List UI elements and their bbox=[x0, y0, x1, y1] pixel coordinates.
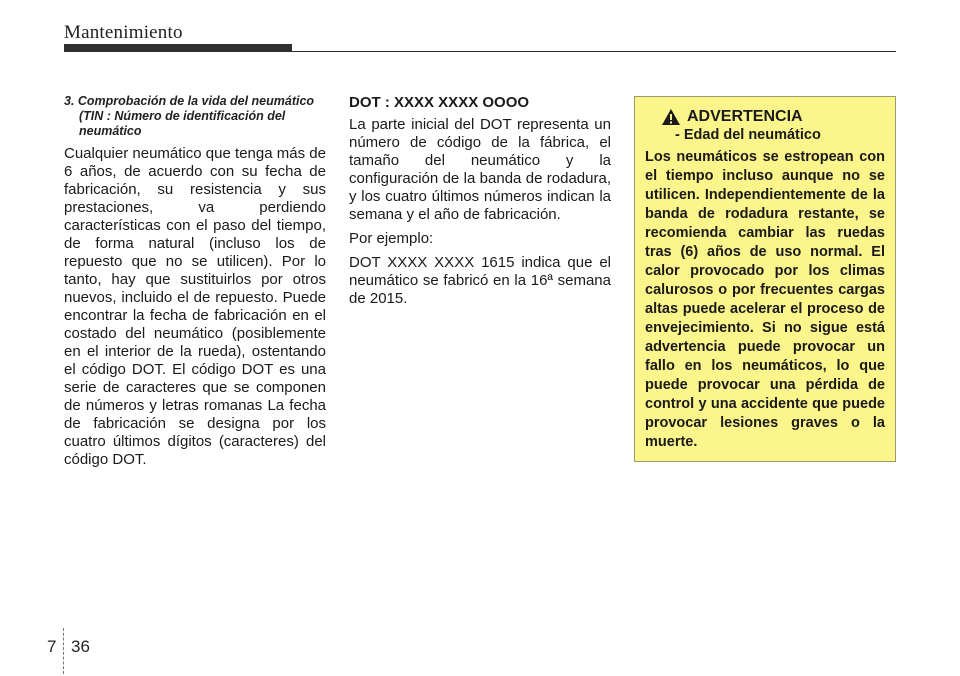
dot-code-title: DOT : XXXX XXXX OOOO bbox=[349, 94, 530, 111]
middle-column bbox=[349, 94, 611, 314]
header-bar bbox=[64, 44, 292, 52]
page-number-divider bbox=[63, 628, 64, 674]
warning-box bbox=[634, 96, 896, 462]
warning-header bbox=[645, 107, 885, 126]
warning-title: ADVERTENCIA bbox=[687, 108, 803, 125]
warning-triangle-icon bbox=[661, 108, 681, 126]
left-paragraph: Cualquier neumático que tenga más de 6 años, de acuerdo con su fecha de fabricación, su resistencia y sus prestaciones, va perdiendo características con el paso del tiempo, de forma natural (incluso los de repuesto que no se utilicen). Por lo tanto, hay que sustituirlos por otros nuevos, incluido el de repuesto. Puede encontrar la fecha de fabricación en el costado del neumático (posiblemente en el interior de la rueda), ostentando el código DOT. El código DOT es una serie de caracteres que se componen de números y letras romanas La fecha de fabricación se designa por los cuatro últimos dígitos (caracteres) del código DOT. bbox=[64, 145, 326, 468]
page-number: 36 bbox=[71, 637, 90, 656]
header-rule bbox=[292, 51, 896, 52]
example-label: Por ejemplo: bbox=[349, 230, 434, 247]
warning-subtitle: - Edad del neumático bbox=[675, 127, 821, 143]
left-column bbox=[64, 94, 326, 475]
chapter-number: 7 bbox=[47, 637, 57, 656]
section-heading: 3. Comprobación de la vida del neumático (TIN : Número de identificación del neumático bbox=[64, 94, 315, 138]
warning-text: Los neumáticos se estropean con el tiempo incluso aunque no se utilicen. Independientemente de la banda de rodadura restante, se recomienda cambiar las ruedas tras (6) años de uso normal. El calor provocado por los climas calurosos o por frecuentes cargas altas puede acelerar el proceso de envejecimiento. Si no sigue está advertencia puede provocar un fallo en los neumáticos, lo que puede provocar una pérdida de control y una accidente que puede provocar lesiones graves o la muerte. bbox=[645, 149, 885, 450]
example-text: DOT XXXX XXXX 1615 indica que el neumático se fabricó en la 16ª semana de 2015. bbox=[349, 254, 611, 307]
page-header-title: Mantenimiento bbox=[64, 22, 183, 43]
dot-explanation: La parte inicial del DOT representa un número de código de la fábrica, el tamaño del neumático y la configuración de la banda de rodadura, y los cuatro últimos números indican la semana y el año de fabricación. bbox=[349, 116, 611, 223]
